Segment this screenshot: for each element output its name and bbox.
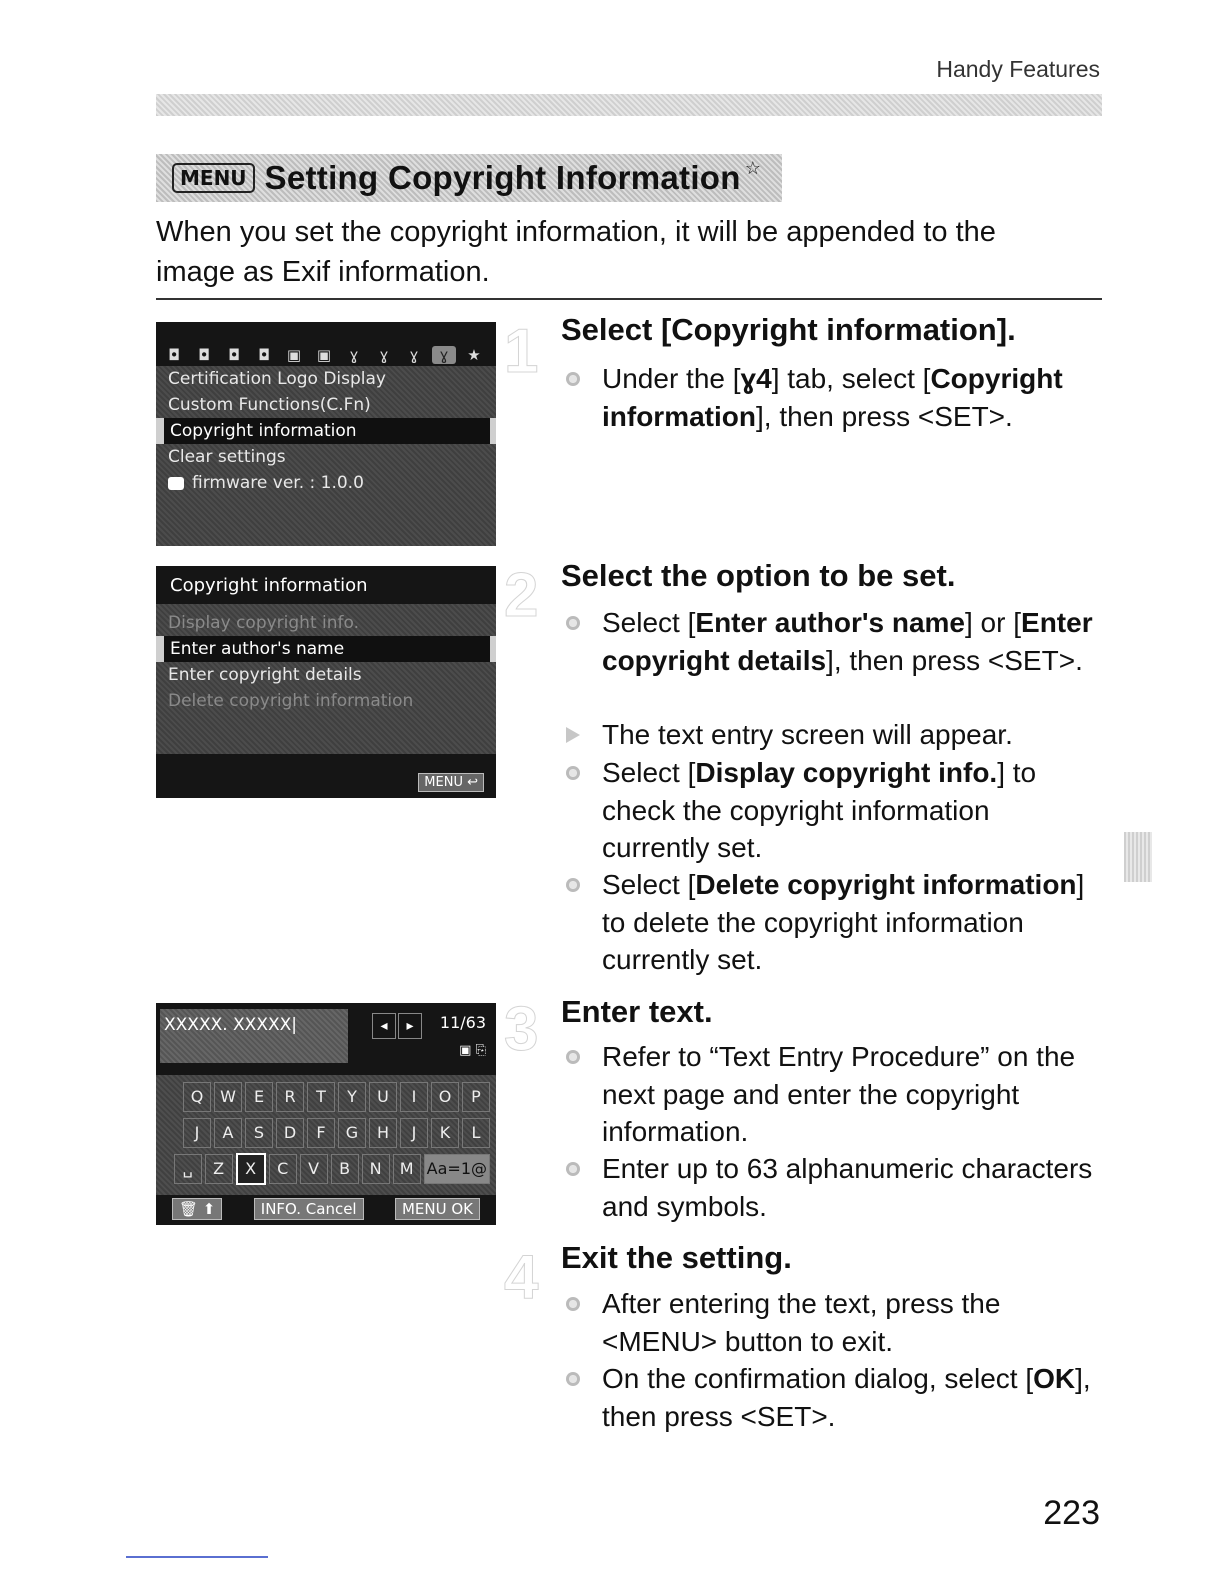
keyboard-key: J <box>400 1118 428 1148</box>
keyboard-key: C <box>269 1154 297 1184</box>
keyboard-key: ␣ <box>174 1154 202 1184</box>
step-number: 2 <box>504 561 539 630</box>
tab-icon: ɣ <box>349 346 359 364</box>
tab-icon: ɣ <box>409 346 419 364</box>
menu-tabs <box>156 322 496 364</box>
menu-item: Clear settings <box>168 447 286 467</box>
section-header: Handy Features <box>936 56 1100 82</box>
keyboard-key: I <box>400 1082 428 1112</box>
header-band <box>156 94 1102 116</box>
entry-footer <box>156 1195 496 1223</box>
keyboard-key: K <box>431 1118 459 1148</box>
menu-item-selected: Copyright information <box>156 418 496 444</box>
keyboard-key: Z <box>205 1154 233 1184</box>
keyboard-key: D <box>276 1118 304 1148</box>
tab-icon: ▣ <box>316 346 332 364</box>
footer-link-line <box>126 1556 268 1558</box>
keyboard-row <box>162 1079 490 1115</box>
keyboard-key: Q <box>183 1082 211 1112</box>
keyboard-key: V <box>300 1154 328 1184</box>
result-line: The text entry screen will appear. <box>602 716 1102 754</box>
bullet-item: Enter up to 63 alphanumeric characters and symbols. <box>602 1150 1102 1225</box>
options-panel <box>156 604 496 754</box>
menu-item: Certification Logo Display <box>168 369 386 389</box>
menu-panel <box>156 366 496 546</box>
tab-icon: ◘ <box>198 346 210 364</box>
step-heading: Select [Copyright information]. <box>561 312 1016 347</box>
step-heading: Exit the setting. <box>561 1240 792 1275</box>
keyboard-key: Aa=1@ <box>424 1154 490 1184</box>
keyboard <box>156 1075 496 1195</box>
delete-icon: 🗑 ⬆ <box>172 1198 222 1220</box>
keyboard-row <box>162 1115 490 1151</box>
option-item-dim: Display copyright info. <box>168 613 360 633</box>
tab-icon: ◘ <box>258 346 270 364</box>
step-heading: Select the option to be set. <box>561 558 956 593</box>
star-tab-icon: ★ <box>467 346 481 364</box>
keyboard-key: G <box>338 1118 366 1148</box>
keyboard-key: U <box>369 1082 397 1112</box>
option-item-selected: Enter author's name <box>156 636 496 662</box>
keyboard-key: F <box>307 1118 335 1148</box>
tab-icon: ɣ <box>379 346 389 364</box>
option-item-dim: Delete copyright information <box>168 691 414 711</box>
bullet-item: Refer to “Text Entry Procedure” on the next page and enter the copyright information. <box>602 1038 1102 1151</box>
title-text: Setting Copyright Information <box>264 159 741 196</box>
page-number: 223 <box>1043 1494 1100 1532</box>
tab-icon: ◘ <box>228 346 240 364</box>
cancel-label: INFO. Cancel <box>254 1198 364 1220</box>
bullet-item: Select [Display copyright info.] to check the copyright information currently set. <box>602 754 1102 867</box>
keyboard-key: P <box>462 1082 490 1112</box>
text-entry-screen <box>156 1003 496 1225</box>
keyboard-key: X <box>236 1153 266 1185</box>
bullet-item: Select [Enter author's name] or [Enter copyright details], then press <SET>. <box>602 604 1102 679</box>
tab-icon: ◘ <box>168 346 180 364</box>
bullet-item: After entering the text, press the <MENU> button to exit. <box>602 1285 1102 1360</box>
text-entry-field: XXXXX. XXXXX| <box>160 1009 348 1063</box>
step-number: 1 <box>504 317 539 386</box>
menu-badge-icon: MENU <box>172 163 255 193</box>
menu-back-icon: MENU ↩ <box>418 773 484 792</box>
step-number: 3 <box>504 995 539 1064</box>
bullet-item: Select [Delete copyright information] to delete the copyright information currently set. <box>602 866 1102 979</box>
keyboard-key: E <box>245 1082 273 1112</box>
char-counter: 11/63 <box>439 1013 486 1032</box>
bullet-item: Under the [ɣ4] tab, select [Copyright information], then press <SET>. <box>602 360 1102 435</box>
keyboard-key: S <box>245 1118 273 1148</box>
step-number: 4 <box>504 1243 539 1312</box>
side-tab-marker <box>1124 832 1152 882</box>
camera-icon <box>168 477 184 490</box>
keyboard-key: J <box>183 1118 211 1148</box>
firmware-label: firmware ver. : 1.0.0 <box>192 473 364 493</box>
keyboard-key: N <box>362 1154 390 1184</box>
screen-title: Copyright information <box>170 575 368 596</box>
copyright-options-screen <box>156 566 496 798</box>
intro-paragraph: When you set the copyright information, it will be appended to the image as Exif information. <box>156 216 996 288</box>
step-heading: Enter text. <box>561 994 713 1029</box>
menu-item: Custom Functions(C.Fn) <box>168 395 371 415</box>
keyboard-key: O <box>431 1082 459 1112</box>
keyboard-key: B <box>331 1154 359 1184</box>
option-item: Enter copyright details <box>168 665 362 685</box>
ok-label: MENU OK <box>395 1198 480 1220</box>
page-title <box>156 154 782 202</box>
star-icon: ☆ <box>744 158 761 178</box>
keyboard-key: A <box>214 1118 242 1148</box>
tab-icon: ▣ <box>286 346 302 364</box>
keyboard-key: W <box>214 1082 242 1112</box>
bullet-item: On the confirmation dialog, select [OK], then press <SET>. <box>602 1360 1102 1435</box>
mode-icons: ▣ ⎘ <box>459 1043 486 1058</box>
keyboard-key: Y <box>338 1082 366 1112</box>
keyboard-key: R <box>276 1082 304 1112</box>
keyboard-key: H <box>369 1118 397 1148</box>
tab-icon-selected: ɣ <box>432 346 456 364</box>
menu-item <box>156 470 496 496</box>
keyboard-key: T <box>307 1082 335 1112</box>
camera-menu-screen <box>156 322 496 546</box>
left-arrow-icon: ◂ <box>372 1013 396 1039</box>
divider <box>156 298 1102 300</box>
cursor-arrows <box>372 1013 424 1039</box>
keyboard-key: M <box>393 1154 421 1184</box>
keyboard-key: L <box>462 1118 490 1148</box>
right-arrow-icon: ▸ <box>398 1013 422 1039</box>
keyboard-row <box>162 1151 490 1187</box>
